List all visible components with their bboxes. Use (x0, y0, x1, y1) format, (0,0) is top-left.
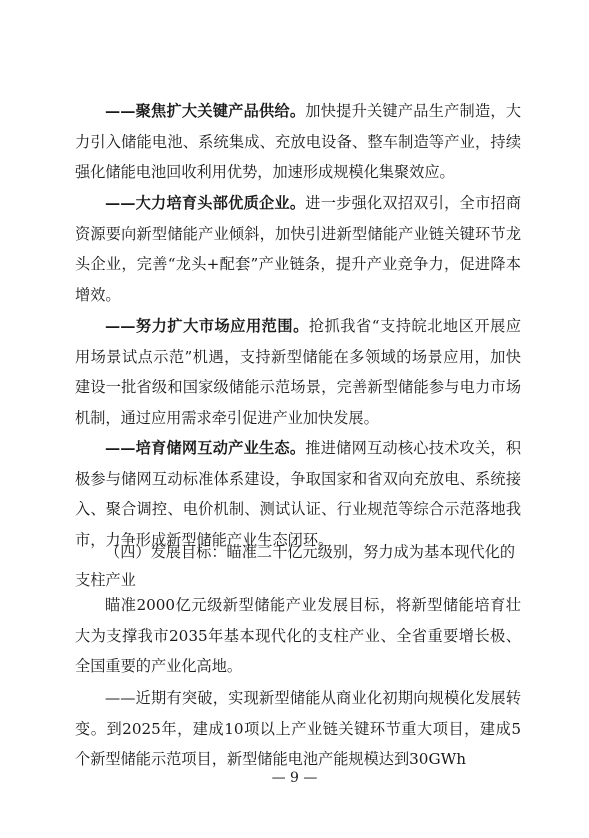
page-number: — 9 — (271, 770, 318, 786)
section-heading: （四）发展目标：瞄准二千亿元级别，努力成为基本现代化的支柱产业 (75, 543, 516, 589)
paragraph-lead: ——聚焦扩大关键产品供给。 (105, 102, 306, 120)
paragraph-key-products (75, 96, 521, 188)
paragraph-near-term: ——近期有突破，实现新型储能从商业化初期向规模化发展转变。到2025年，建成10项以上产业链关键环节重大项目，建成5个新型储能示范项目，新型储能电池产能规模达到30GWh (75, 689, 521, 769)
paragraph-body: 推进储网互动核心技术攻关，积极参与储网互动标准体系建设，争取国家和省双向充放电、系统接入、聚合调控、电价机制、测试认证、行业规范等综合示范落地我市，力争形成新型储能产业生态闭环。 (75, 439, 522, 549)
paragraph-lead: ——培育储网互动产业生态。 (105, 439, 306, 457)
paragraph-body: 进一步强化双招双引，全市招商资源要向新型储能产业倾斜，加快引进新型储能产业链关键环节龙头企业，完善“龙头+配套”产业链条，提升产业竞争力，促进降本增效。 (75, 194, 522, 304)
paragraph-development-goal: 瞄准2000亿元级新型储能产业发展目标，将新型储能培育壮大为支撑我市2035年基本现代化的支柱产业、全省重要增长极、全国重要的产业化高地。 (75, 596, 521, 676)
paragraph-lead: ——努力扩大市场应用范围。 (105, 317, 309, 335)
paragraph-lead: ——大力培育头部优质企业。 (105, 194, 306, 212)
paragraph-body: 抢抓我省“支持皖北地区开展应用场景试点示范”机遇，支持新型储能在多领域的场景应用，加快建设一批省级和国家级储能示范场景，完善新型储能参与电力市场机制，通过应用需求牵引促进产业加快发展。 (75, 317, 522, 427)
paragraph-market-application (75, 311, 521, 433)
paragraph-leading-enterprises (75, 188, 521, 310)
paragraph-body: 加快提升关键产品生产制造，大力引入储能电池、系统集成、充放电设备、整车制造等产业，持续强化储能电池回收利用优势，加速形成规模化集聚效应。 (75, 102, 522, 182)
